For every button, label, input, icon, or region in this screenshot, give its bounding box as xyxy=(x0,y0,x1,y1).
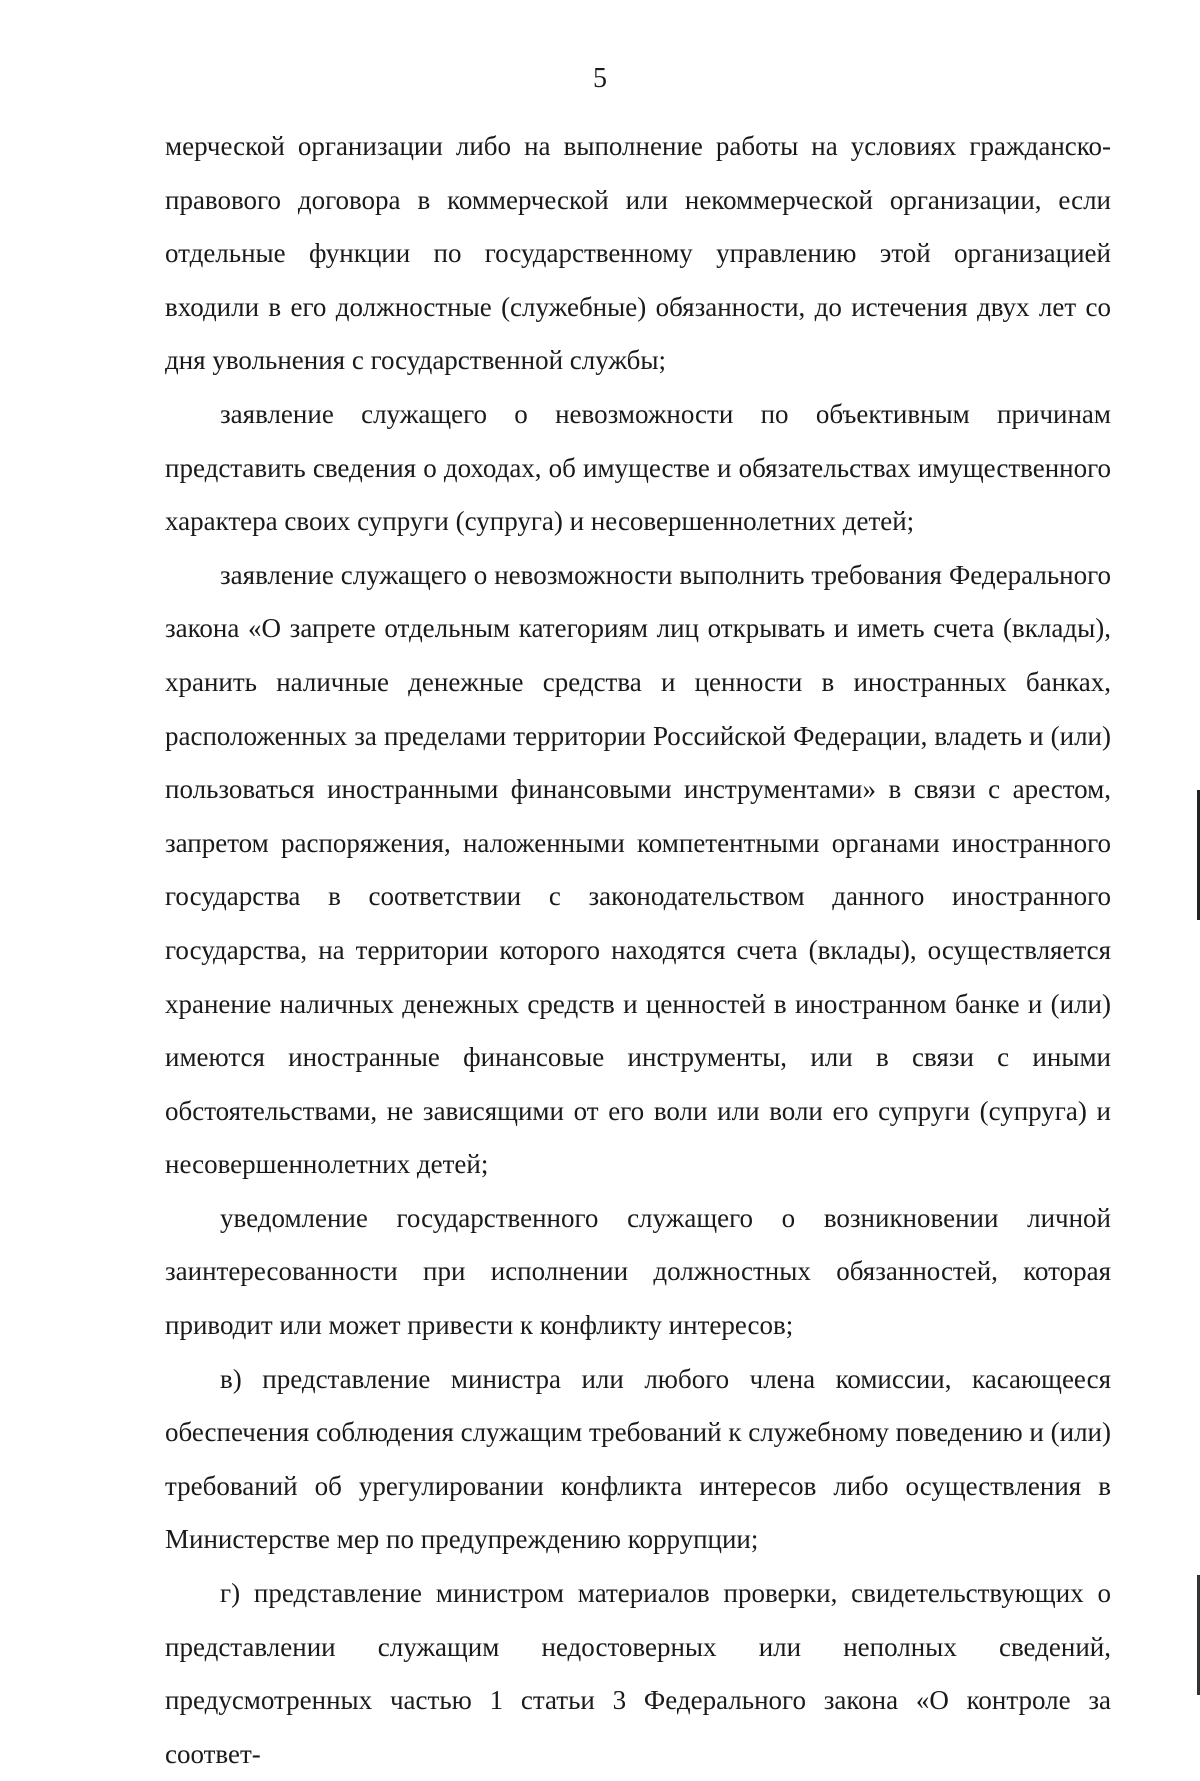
paragraph-item-g: г) представление министром материалов проверки, свидетельствующих о представлении служащим недостоверных или неполных сведений, предусмотренных частью 1 статьи 3 Федерального закона «О контроле за соответ- xyxy=(165,1578,1111,1769)
page-number: 5 xyxy=(593,63,607,94)
paragraph-continuation: мерческой организации либо на выполнение работы на условиях гражданско-правового договора в коммерческой или некоммерческой организации, если отдельные функции по государственному управлению этой организацией входили в его должностные (служебные) обязанности, до истечения двух лет со дня увольнения с государственной службы; xyxy=(165,131,1111,376)
paragraph-conflict-notice: уведомление государственного служащего о возникновении личной заинтересованности при исполнении должностных обязанностей, которая приводит или может привести к конфликту интересов; xyxy=(165,1202,1111,1341)
body-text xyxy=(165,120,1111,1781)
paragraph-item-v: в) представление министра или любого члена комиссии, касающееся обеспечения соблюдения служащим требований к служебному поведению и (или) требований об урегулировании конфликта интересов либо осуществления в Министерстве мер по предупреждению коррупции; xyxy=(165,1363,1111,1555)
paragraph-statement-income: заявление служащего о невозможности по объективным причинам представить сведения о доходах, об имуществе и обязательствах имущественного характера своих супруги (супруга) и несовершеннолетних детей; xyxy=(165,398,1111,537)
paragraph-statement-foreign-accounts: заявление служащего о невозможности выполнить требования Федерального закона «О запрете отдельным категориям лиц открывать и иметь счета (вклады), хранить наличные денежные средства и ценности в иностранных банках, расположенных за пределами территории Российской Федерации, владеть и (или) пользоваться иностранными финансовыми инструментами» в связи с арестом, запретом распоряжения, наложенными компетентными органами иностранного государства в соответствии с законодательством данного иностранного государства, на территории которого находятся счета (вклады), осуществляется хранение наличных денежных средств и ценностей в иностранном банке и (или) имеются иностранные финансовые инструменты, или в связи с иными обстоятельствами, не зависящими от его воли или воли его супруги (супруга) и несовершеннолетних детей; xyxy=(165,559,1111,1180)
